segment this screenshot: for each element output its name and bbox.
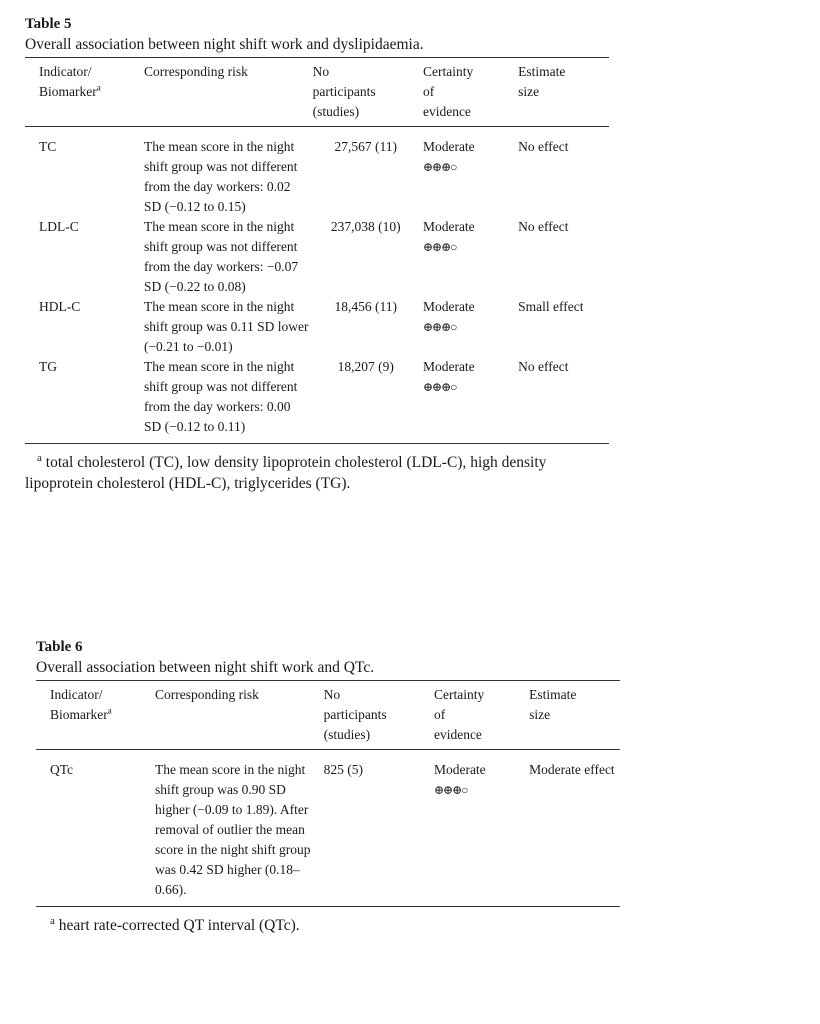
cell-indicator: HDL-C — [39, 299, 81, 314]
header-indicator: Indicator/ Biomarker$^a$ — [50, 687, 112, 722]
cell-estimate: Moderate effect — [529, 762, 615, 777]
cell-participants: 18,456 (11) — [334, 299, 398, 314]
header-indicator: Indicator/ Biomarker$^a$ — [39, 64, 101, 99]
cell-participants: 27,567 (11) — [334, 139, 398, 154]
certainty-symbols: ⊕⊕⊕○ — [422, 380, 457, 394]
header-participants: No participants (studies) — [312, 64, 376, 119]
certainty-symbols: ⊕⊕⊕○ — [422, 320, 457, 334]
data-table — [36, 680, 620, 907]
cell-certainty: Moderate ⊕⊕⊕○ — [423, 127, 518, 218]
cell-risk: The mean score in the night shift group was 0.11 SD lower (−0.21 to −0.01) — [143, 299, 309, 354]
cell-certainty: Moderate ⊕⊕⊕○ — [434, 750, 529, 907]
table-row — [25, 297, 609, 357]
cell-estimate: No effect — [518, 219, 569, 234]
certainty-symbols: ⊕⊕⊕○ — [422, 160, 457, 174]
header-estimate: Estimate size — [518, 64, 566, 99]
cell-certainty: Moderate ⊕⊕⊕○ — [423, 357, 518, 444]
header-estimate: Estimate size — [529, 687, 577, 722]
header-certainty: Certainty of evidence — [422, 64, 474, 119]
cell-estimate: No effect — [518, 359, 569, 374]
cell-certainty: Moderate ⊕⊕⊕○ — [423, 297, 518, 357]
cell-risk: The mean score in the night shift group was not different from the day workers: −0.07 SD (−0.22 to 0.08) — [143, 219, 299, 294]
header-certainty: Certainty of evidence — [433, 687, 485, 742]
table-number: Table 6 — [36, 639, 83, 655]
cell-risk: The mean score in the night shift group was not different from the day workers: 0.02 SD (−0.12 to 0.15) — [143, 139, 298, 214]
certainty-symbols: ⊕⊕⊕○ — [433, 783, 468, 797]
certainty-symbols: ⊕⊕⊕○ — [422, 240, 457, 254]
header-participants: No participants (studies) — [323, 687, 387, 742]
cell-certainty: Moderate ⊕⊕⊕○ — [423, 217, 518, 297]
cell-indicator: TC — [39, 139, 57, 154]
cell-estimate: Small effect — [518, 299, 584, 314]
table-footnote: $^a$ heart rate-corrected QT interval (QTc). — [50, 914, 300, 934]
table-number: Table 5 — [25, 16, 72, 32]
table-row — [25, 127, 609, 218]
table-caption: Overall association between night shift work and QTc. — [36, 659, 375, 676]
cell-participants: 18,207 (9) — [337, 359, 394, 374]
cell-estimate: No effect — [518, 139, 569, 154]
cell-risk: The mean score in the night shift group was 0.90 SD higher (−0.09 to 1.89). After removal of outlier the mean score in the night shift group was 0.42 SD higher (0.18–0.66). — [154, 762, 311, 897]
data-table — [25, 57, 609, 444]
cell-risk: The mean score in the night shift group was not different from the day workers: 0.00 SD (−0.12 to 0.11) — [143, 359, 298, 434]
table-6-block — [36, 637, 620, 936]
cell-indicator: TG — [39, 359, 57, 374]
table-row — [25, 357, 609, 444]
header-risk: Corresponding risk — [154, 687, 259, 702]
table-footnote: $^a$ total cholesterol (TC), low density lipoprotein cholesterol (LDL-C), high density lipoprotein cholesterol (HDL-C), triglycerides (TG). — [25, 451, 547, 492]
table-row — [25, 217, 609, 297]
cell-indicator: LDL-C — [39, 219, 79, 234]
table-5-block — [25, 14, 609, 494]
header-risk: Corresponding risk — [143, 64, 248, 79]
table-row — [36, 750, 620, 907]
table-caption: Overall association between night shift work and dyslipidaemia. — [25, 36, 424, 53]
cell-indicator: QTc — [50, 762, 74, 777]
header-row — [25, 58, 609, 127]
cell-participants: 237,038 (10) — [330, 219, 401, 234]
cell-participants: 825 (5) — [323, 762, 364, 777]
header-row — [36, 681, 620, 750]
